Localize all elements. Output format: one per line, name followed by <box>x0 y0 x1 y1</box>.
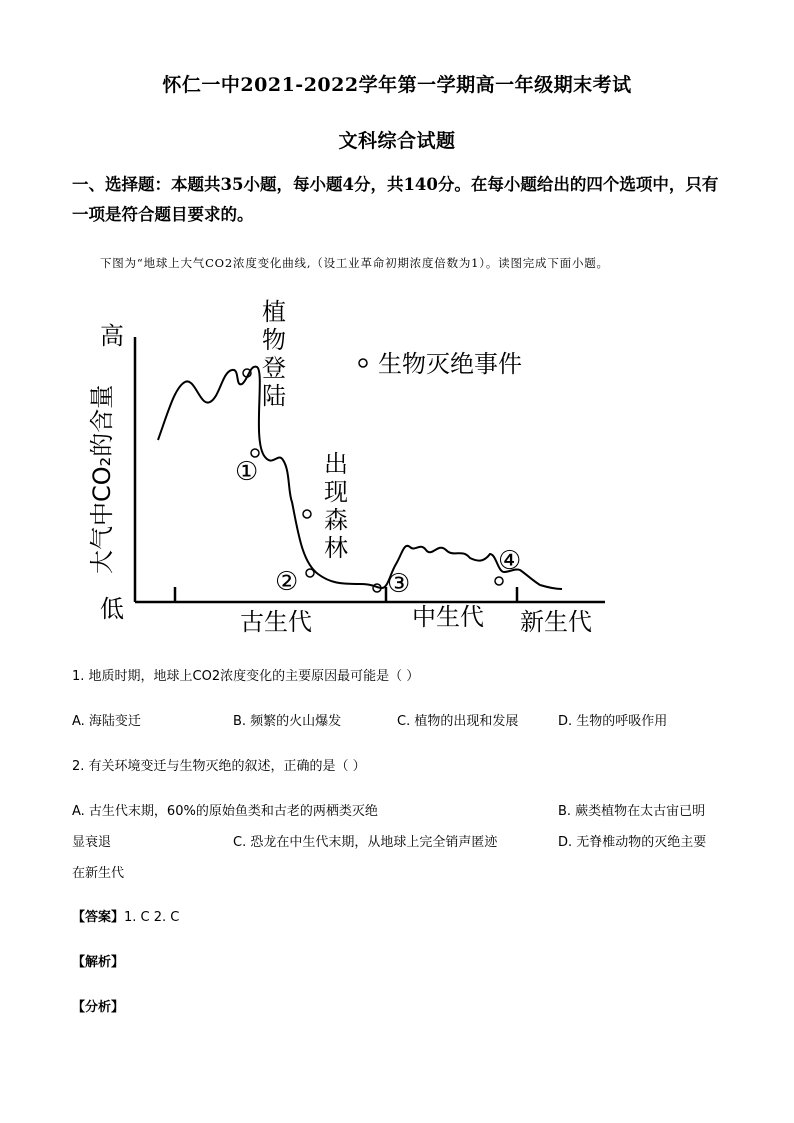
era-paleozoic: 古生代 <box>240 608 312 636</box>
y-axis-label: 大气中CO₂的含量 <box>88 384 116 574</box>
co2-chart <box>70 292 610 642</box>
event-marker-4: ④ <box>498 546 522 576</box>
analysis-text-2: 【分析】 <box>72 1000 125 1015</box>
exam-title: 怀仁一中2021-2022学年第一学期高一年级期末考试 <box>162 74 632 96</box>
analysis-label-2 <box>72 996 124 1015</box>
annotation-char: 现 <box>324 478 348 506</box>
event-marker-1: ① <box>235 457 259 487</box>
section-line-2: 一项是符合题目要求的。 <box>72 205 254 224</box>
era-mesozoic: 中生代 <box>412 603 484 631</box>
q2-option-a: A. 古生代末期，60%的原始鱼类和古老的两栖类灭绝 <box>72 804 378 819</box>
answer-label: 【答案】 <box>72 910 125 925</box>
annotation-char: 出 <box>324 450 348 478</box>
section-heading <box>72 170 732 230</box>
analysis-text: 【解析】 <box>72 955 125 970</box>
y-high-label: 高 <box>100 322 124 350</box>
flower-icon <box>251 449 259 457</box>
era-cenozoic: 新生代 <box>520 608 592 636</box>
q1-option-d: D. 生物的呼吸作用 <box>558 714 668 729</box>
annotation-forests <box>324 450 348 562</box>
annotation-char: 物 <box>262 326 286 354</box>
question-2-stem: 2. 有关环境变迁与生物灭绝的叙述，正确的是（ ） <box>72 759 366 774</box>
flower-icon <box>495 577 503 585</box>
q2-option-c: C. 恐龙在中生代末期，从地球上完全销声匿迹 <box>233 835 498 850</box>
answer-line <box>72 906 179 925</box>
question-1-stem: 1. 地质时期，地球上CO2浓度变化的主要原因最可能是（ ） <box>72 669 420 684</box>
q1-option-a: A. 海陆变迁 <box>72 714 141 729</box>
figure-intro: 下图为“地球上大气CO2浓度变化曲线,（设工业革命初期浓度倍数为1）。读图完成下面小题。 <box>100 256 609 270</box>
q1-option-c: C. 植物的出现和发展 <box>397 714 519 729</box>
section-line-1: 一、选择题：本题共35小题，每小题4分，共140分。在每小题给出的四个选项中，只有 <box>72 175 719 194</box>
q2-option-b: B. 蕨类植物在太古宙已明 <box>558 804 706 819</box>
q2-option-b-cont: 显衰退 <box>72 835 112 850</box>
annotation-char: 森 <box>324 506 348 534</box>
legend-flower-icon <box>359 359 367 367</box>
q2-option-d: D. 无脊椎动物的灭绝主要 <box>558 835 707 850</box>
q1-option-b: B. 频繁的火山爆发 <box>233 714 342 729</box>
annotation-char: 陆 <box>262 382 286 410</box>
event-marker-3: ③ <box>387 569 411 599</box>
flower-icon <box>306 569 314 577</box>
annotation-plants-land <box>262 298 286 410</box>
analysis-label <box>72 951 124 970</box>
exam-subtitle: 文科综合试题 <box>338 130 456 152</box>
annotation-char: 植 <box>262 298 286 326</box>
flower-icon <box>303 510 311 518</box>
event-marker-2: ② <box>275 567 299 597</box>
q2-option-d-cont: 在新生代 <box>72 866 125 881</box>
legend-label: 生物灭绝事件 <box>378 350 522 378</box>
answer-value: 1. C 2. C <box>124 910 180 925</box>
annotation-char: 登 <box>262 354 286 382</box>
annotation-char: 林 <box>324 534 348 562</box>
y-low-label: 低 <box>100 595 124 623</box>
